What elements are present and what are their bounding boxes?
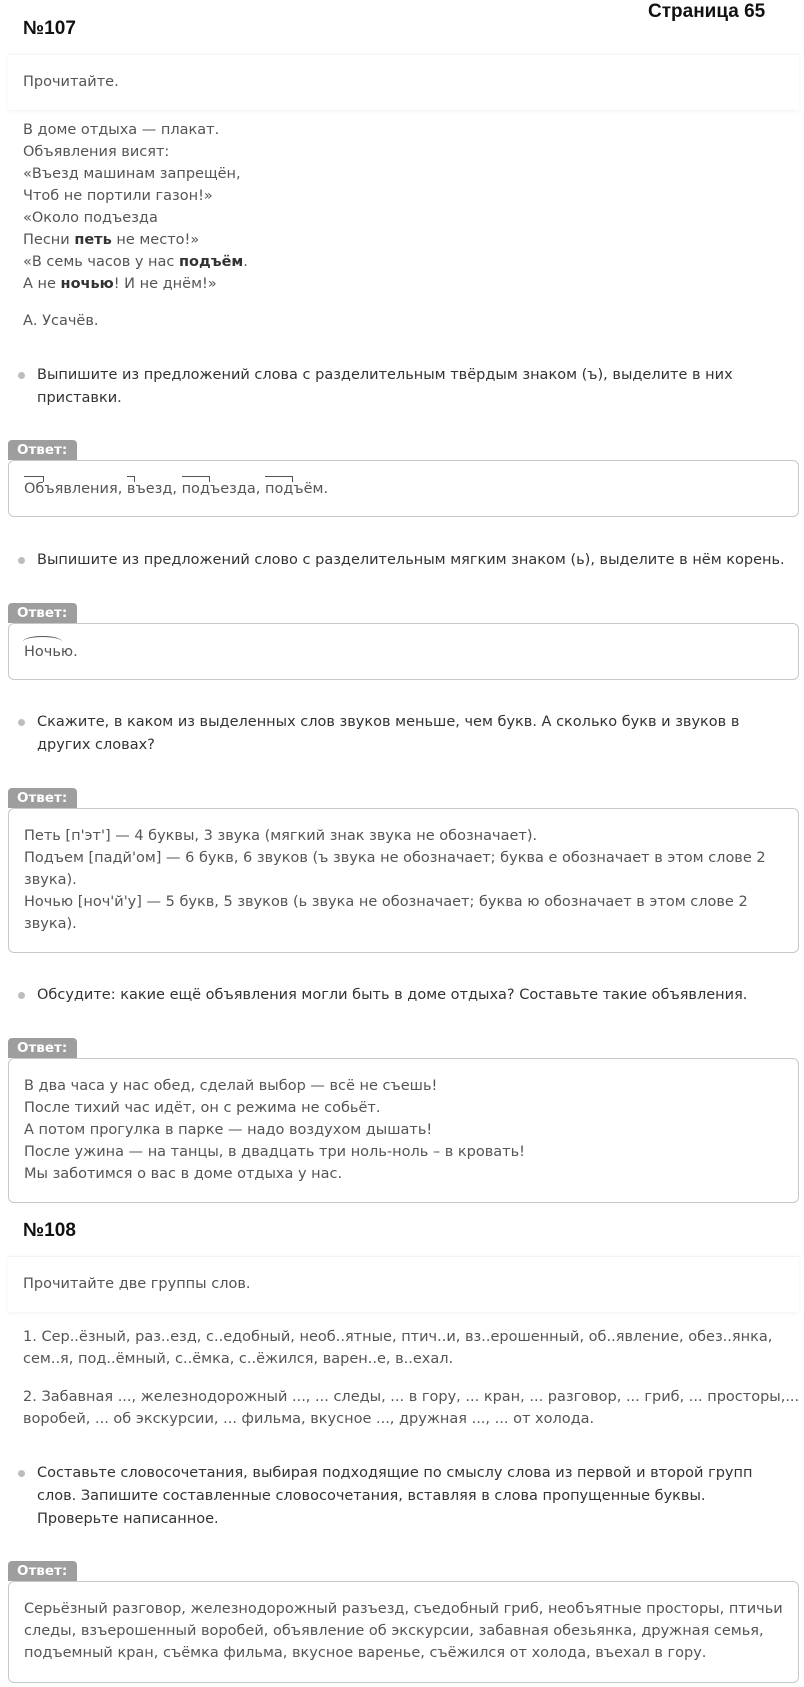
highlighted-word: петь [74,232,112,248]
answer-line: Мы заботимся о вас в доме отдыха у нас. [24,1166,343,1182]
answer-line: Ночью [ноч'й'у] — 5 букв, 5 звуков (ь звука не обозначает; буква ю обозначает в этом слове 2 [24,894,748,910]
question-item [15,1462,785,1531]
answer-box [8,1581,799,1683]
answer-box [8,460,799,517]
instruction-card-108 [8,1256,799,1312]
question-item [15,984,785,1007]
poem-line: «В семь часов у нас подъём. [23,254,248,270]
answer-line: Петь [п'эт'] — 4 буквы, 3 звука (мягкий знак звука не обозначает). [24,828,538,844]
group-line: 2. Забавная ..., железнодорожный ..., ... следы, ... в гору, ... кран, ... разговор, ... гриб, ... просторы,... [23,1389,800,1405]
answer-label: Ответ: [8,1038,77,1058]
answer-line: Серьёзный разговор, железнодорожный разъезд, съедобный гриб, необъятные просторы, птичьи [24,1601,783,1617]
bullet-icon [18,992,25,999]
poem-author: А. Усачёв. [23,313,99,329]
question-text: Обсудите: какие ещё объявления могли быть в доме отдыха? Составьте такие объявления. [37,987,748,1003]
answer-label: Ответ: [8,440,77,460]
prefix-mark: в [127,478,136,500]
group-line: воробей, ... об экскурсии, ... фильма, вкусное ..., дружная ..., ... от холода. [23,1411,595,1427]
answer-line: следы, взъерошенный воробей, объявление об экскурсии, забавная обезьянка, дружная семья, [24,1623,764,1639]
group-line: 1. Сер..ёзный, раз..езд, с..едобный, необ..ятные, птич..и, вз..ерошенный, об..явление, обез..янка, [23,1329,773,1345]
answer-line: Подъем [падй'ом] — 6 букв, 6 звуков (ъ звука не обозначает; буква е обозначает в этом слове 2 [24,850,766,866]
answer-text: Объявления, въезд, подъезда, подъём. [24,478,788,500]
bullet-icon [18,557,25,564]
root-mark: Ночь [24,641,61,663]
prefix-mark: под [182,478,210,500]
instruction-text: Прочитайте. [23,74,119,90]
poem-line: Объявления висят: [23,144,170,160]
task-number-107: №107 [23,18,76,39]
answer-label: Ответ: [8,1561,77,1581]
answer-text [24,1598,788,1664]
poem-line: В доме отдыха — плакат. [23,122,220,138]
highlighted-word: ночью [60,276,114,292]
poem-line: «Около подъезда [23,210,158,226]
question-text: Выпишите из предложений слова с разделительным твёрдым знаком (ъ), выделите в них приставки. [37,367,733,406]
question-text: Скажите, в каком из выделенных слов звуков меньше, чем букв. А сколько букв и звуков в других словах? [37,714,740,753]
poem-line: «Въезд машинам запрещён, [23,166,241,182]
answer-line: звука). [24,872,77,888]
answer-label: Ответ: [8,603,77,623]
answer-box [8,808,799,953]
poem [23,119,248,295]
question-item [15,364,785,410]
highlighted-word: подъём [179,254,244,270]
question-text: Выпишите из предложений слово с разделительным мягким знаком (ь), выделите в нём корень. [37,552,785,568]
instruction-card-107 [8,54,799,110]
word-group-1 [23,1326,772,1370]
answer-label: Ответ: [8,788,77,808]
question-item [15,549,785,572]
page-number: Страница 65 [648,1,766,22]
answer-text [24,1075,788,1185]
poem-line: Чтоб не портили газон!» [23,188,213,204]
answer-line: А потом прогулка в парке — надо воздухом дышать! [24,1122,433,1138]
task-number-108: №108 [23,1220,76,1241]
answer-text [24,825,788,935]
question-text: Составьте словосочетания, выбирая подходящие по смыслу слова из первой и второй групп слов. Запишите составленные словосочетания, вставляя в слова пропущенные буквы. Проверьте написанное. [37,1465,753,1527]
bullet-icon [18,719,25,726]
poem-line: Песни петь не место!» [23,232,200,248]
answer-line: После ужина — на танцы, в двадцать три ноль-ноль – в кровать! [24,1144,525,1160]
answer-line: После тихий час идёт, он с режима не собьёт. [24,1100,381,1116]
prefix-mark: под [265,478,293,500]
answer-line: звука). [24,916,77,932]
group-line: сем..я, под..ёмный, с..ёмка, с..ёжился, варен..е, в..ехал. [23,1351,454,1367]
answer-box [8,623,799,680]
answer-line: В два часа у нас обед, сделай выбор — всё не съешь! [24,1078,438,1094]
question-item [15,711,785,757]
poem-line: А не ночью! И не днём!» [23,276,217,292]
bullet-icon [18,372,25,379]
prefix-mark: Об [24,478,44,500]
answer-line: подъемный кран, съёмка фильма, вкусное варенье, съёжился от холода, въехал в гору. [24,1645,707,1661]
answer-box [8,1058,799,1203]
instruction-text: Прочитайте две группы слов. [23,1276,251,1292]
word-group-2 [23,1386,799,1430]
answer-text: Ночью. [24,641,788,663]
bullet-icon [18,1470,25,1477]
